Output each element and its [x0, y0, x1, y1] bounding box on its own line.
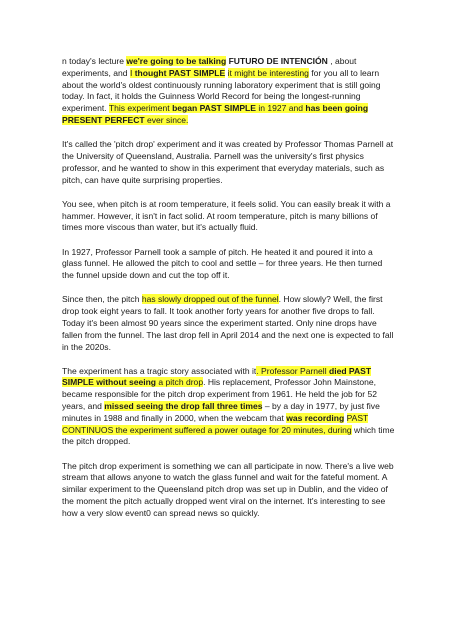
- highlighted-text-run: has been going PRESENT PERFECT: [62, 103, 369, 125]
- paragraph-pitch-properties: [62, 199, 395, 234]
- text-run: n today's lecture: [62, 56, 127, 66]
- highlighted-text-run: I: [129, 67, 135, 78]
- text-run: which time the pitch dropped.: [62, 424, 395, 447]
- text-run: Since then, the pitch: [62, 294, 142, 305]
- text-run: , about experiments, and: [62, 56, 357, 78]
- paragraph-1927-sample: [62, 247, 395, 282]
- text-run: for you all to learn about the world's oldest continuously running laboratory experiment that is still going today. In fact, it holds the Guinness World Record for being the longest-running experiment.: [62, 67, 381, 114]
- text-run: – by a day in 1977, by just five minutes in 1988 and finally in 2000, when the webcam that: [62, 401, 380, 423]
- highlighted-text-run: . Professor Parnell: [256, 365, 329, 376]
- highlighted-text-run: This experiment: [108, 103, 173, 114]
- highlighted-text-run: a pitch drop: [156, 377, 204, 388]
- text-run: The experiment has a tragic story associated with it: [62, 365, 257, 376]
- text-run: . How slowly? Well, the first drop took eight years to fall. It took another forty years for another five drops to fall. Today it's been almost 90 years since the experiment started. Only nine drops have fallen from the funnel. The last drop fell in April 2014 and the next one is expected to fall in the 2020s.: [62, 294, 394, 352]
- highlighted-text-run: it might be interesting: [227, 67, 309, 78]
- highlighted-text-run: in 1927 and: [255, 103, 306, 114]
- text-run: . His replacement, Professor John Mainstone, became responsible for the pitch drop experiment from 1961. He held the job for 52 years, and: [62, 377, 377, 412]
- highlighted-text-run: we're going to be talking: [126, 56, 227, 66]
- highlighted-text-run: has slowly dropped out of the funnel: [141, 294, 279, 305]
- text-run: You see, when pitch is at room temperature, it feels solid. You can easily break it with a hammer. However, it isn't in fact solid. At room temperature, pitch is many billions of times more viscous than water, but it's actually fluid.: [62, 198, 391, 233]
- highlighted-text-run: died PAST SIMPLE without seeing: [62, 365, 372, 388]
- highlighted-text-run: was recording: [286, 412, 345, 423]
- highlighted-text-run: missed seeing the drop fall three times: [104, 401, 263, 412]
- paragraph-live-stream: [62, 461, 395, 520]
- highlighted-text-run: thought PAST SIMPLE: [134, 67, 226, 78]
- text-run: The pitch drop experiment is something we can all participate in now. There's a live web stream that allows anyone to watch the glass funnel and wait for the fateful moment. A similar experiment to the Queensland pitch drop was set up in Dublin, and the video of the moment the pitch actually dropped went viral on the internet. It's interesting to see how a very slow event0 can spread news so quickly.: [62, 460, 394, 518]
- highlighted-text-run: ever since.: [144, 114, 189, 125]
- paragraph-intro: [62, 56, 395, 127]
- paragraph-tragic-story: [62, 366, 395, 449]
- text-run: It's called the 'pitch drop' experiment and it was created by Professor Thomas Parnell at the University of Queensland, Australia. Parnell was the university's first physics professor, and he wanted to show in this experiment that everyday materials, such as pitch, can have quite surprising properties.: [62, 139, 394, 185]
- text-run: FUTURO DE INTENCIÓN: [228, 56, 328, 66]
- text-run: In 1927, Professor Parnell took a sample of pitch. He heated it and poured it into a glass funnel. He allowed the pitch to cool and settle – for three years. He then turned the funnel upside down and cut the top off it.: [62, 246, 383, 281]
- highlighted-text-run: PAST CONTINUOS the experiment suffered a power outage for 20 minutes, during: [62, 412, 369, 435]
- highlighted-text-run: began PAST SIMPLE: [172, 103, 256, 114]
- paragraph-pitch-drop-origin: [62, 139, 395, 186]
- paragraph-drops-fallen: [62, 294, 395, 353]
